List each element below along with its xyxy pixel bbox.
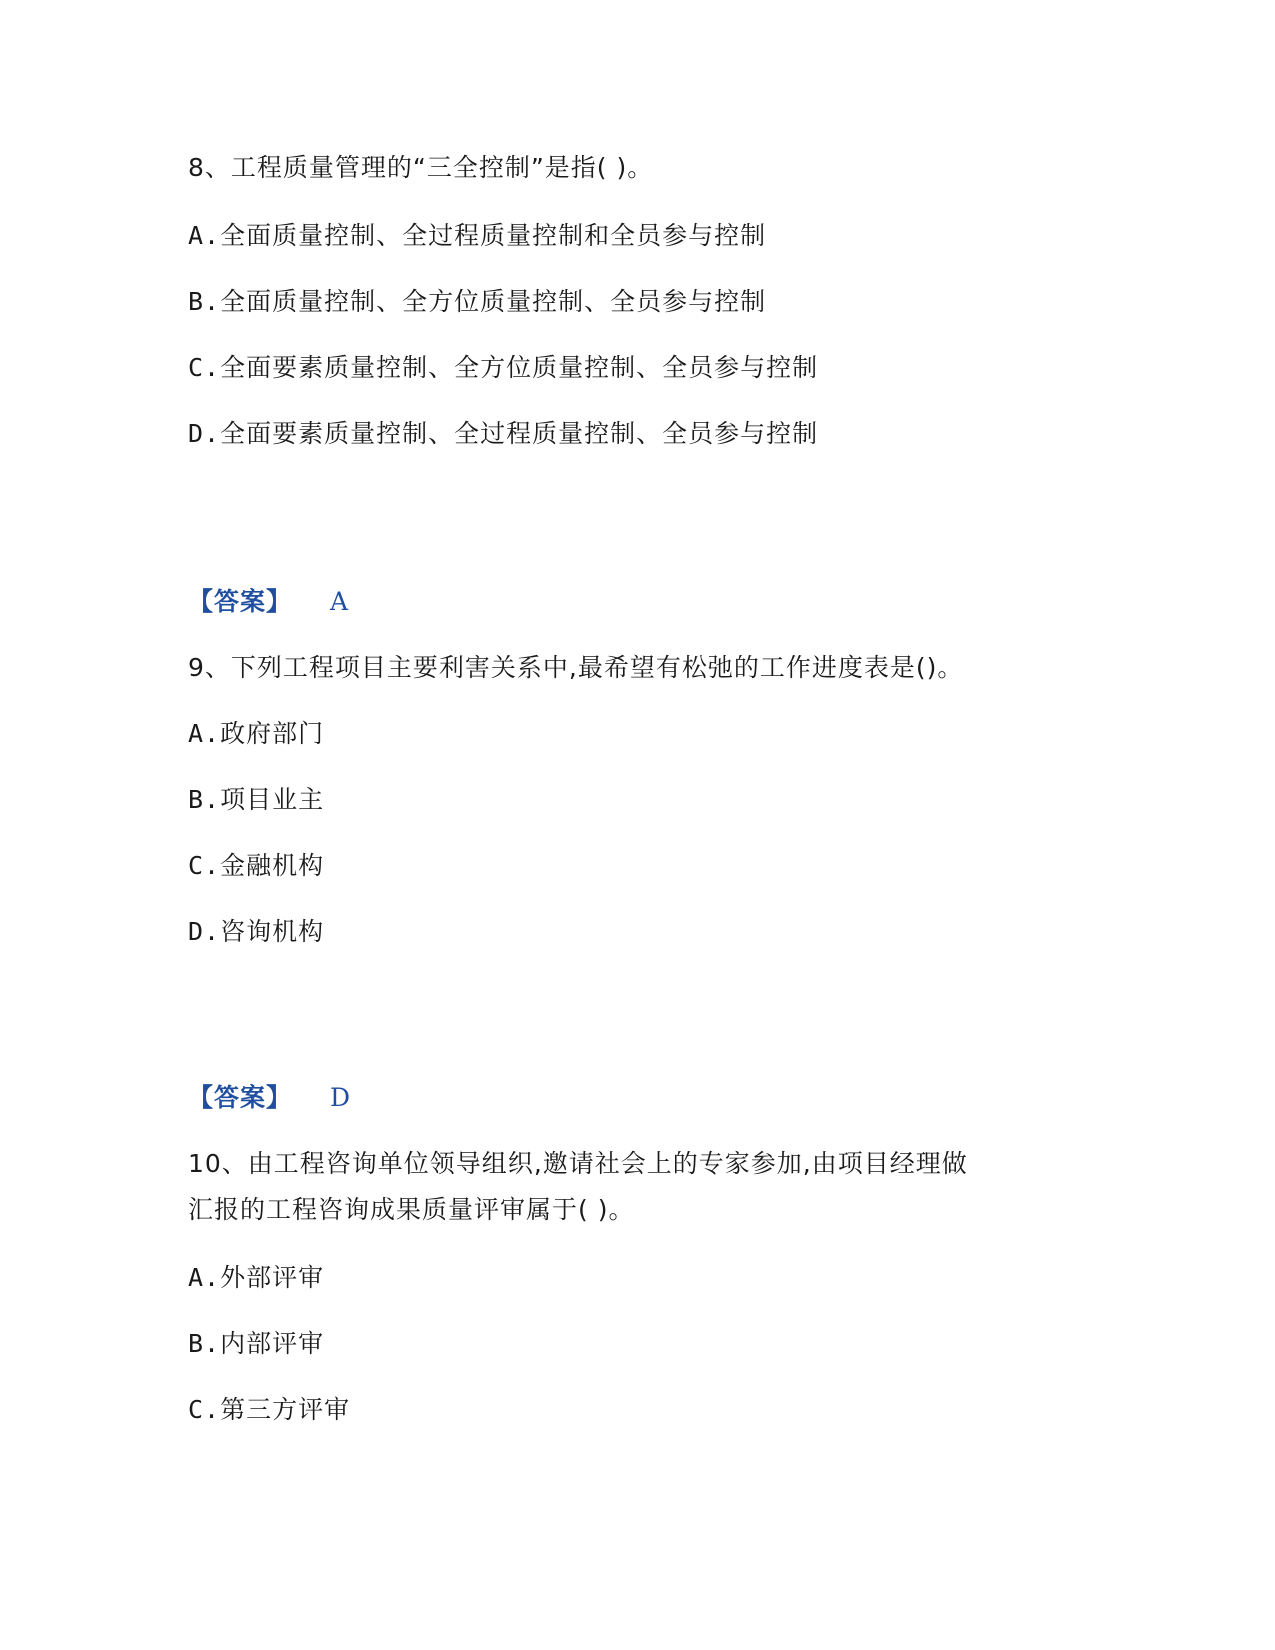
option-letter: D. (188, 917, 221, 946)
question-8-option-c (188, 352, 818, 384)
answer-label: 【答案】 (188, 587, 293, 616)
question-10-stem-line-1: 10、由工程咨询单位领导组织,邀请社会上的专家参加,由项目经理做 (188, 1149, 968, 1178)
question-9-option-d (188, 916, 324, 948)
option-text: 内部评审 (220, 1329, 325, 1358)
option-text: 金融机构 (220, 851, 325, 880)
question-10-option-c (188, 1394, 350, 1426)
option-text: 外部评审 (220, 1263, 325, 1292)
option-text: 全面要素质量控制、全过程质量控制、全员参与控制 (220, 419, 819, 448)
question-10-option-a (188, 1262, 324, 1294)
option-text: 全面质量控制、全过程质量控制和全员参与控制 (220, 221, 767, 250)
option-letter: A. (188, 719, 221, 748)
question-9-option-b (188, 784, 324, 816)
option-letter: B. (188, 287, 221, 316)
option-text: 第三方评审 (220, 1395, 351, 1424)
option-text: 项目业主 (220, 785, 325, 814)
question-9-option-a (188, 718, 324, 750)
question-10-option-b (188, 1328, 324, 1360)
option-text: 咨询机构 (220, 917, 325, 946)
option-letter: B. (188, 1329, 221, 1358)
question-8-option-b (188, 286, 766, 318)
option-letter: C. (188, 353, 221, 382)
question-8-option-a (188, 220, 766, 252)
question-8-stem: 8、工程质量管理的“三全控制”是指( )。 (188, 153, 654, 182)
question-9-answer (188, 1082, 351, 1114)
option-text: 政府部门 (220, 719, 325, 748)
answer-value: D (330, 1083, 352, 1112)
option-letter: B. (188, 785, 221, 814)
option-letter: C. (188, 851, 221, 880)
option-letter: A. (188, 221, 221, 250)
option-letter: A. (188, 1263, 221, 1292)
question-8-option-d (188, 418, 818, 450)
question-8-answer (188, 586, 349, 618)
answer-label: 【答案】 (188, 1083, 293, 1112)
option-text: 全面要素质量控制、全方位质量控制、全员参与控制 (220, 353, 819, 382)
option-text: 全面质量控制、全方位质量控制、全员参与控制 (220, 287, 767, 316)
answer-value: A (330, 587, 350, 616)
option-letter: C. (188, 1395, 221, 1424)
question-9-option-c (188, 850, 324, 882)
question-9-stem: 9、下列工程项目主要利害关系中,最希望有松弛的工作进度表是()。 (188, 653, 964, 682)
option-letter: D. (188, 419, 221, 448)
question-10-stem-line-2: 汇报的工程咨询成果质量评审属于( )。 (188, 1195, 635, 1224)
